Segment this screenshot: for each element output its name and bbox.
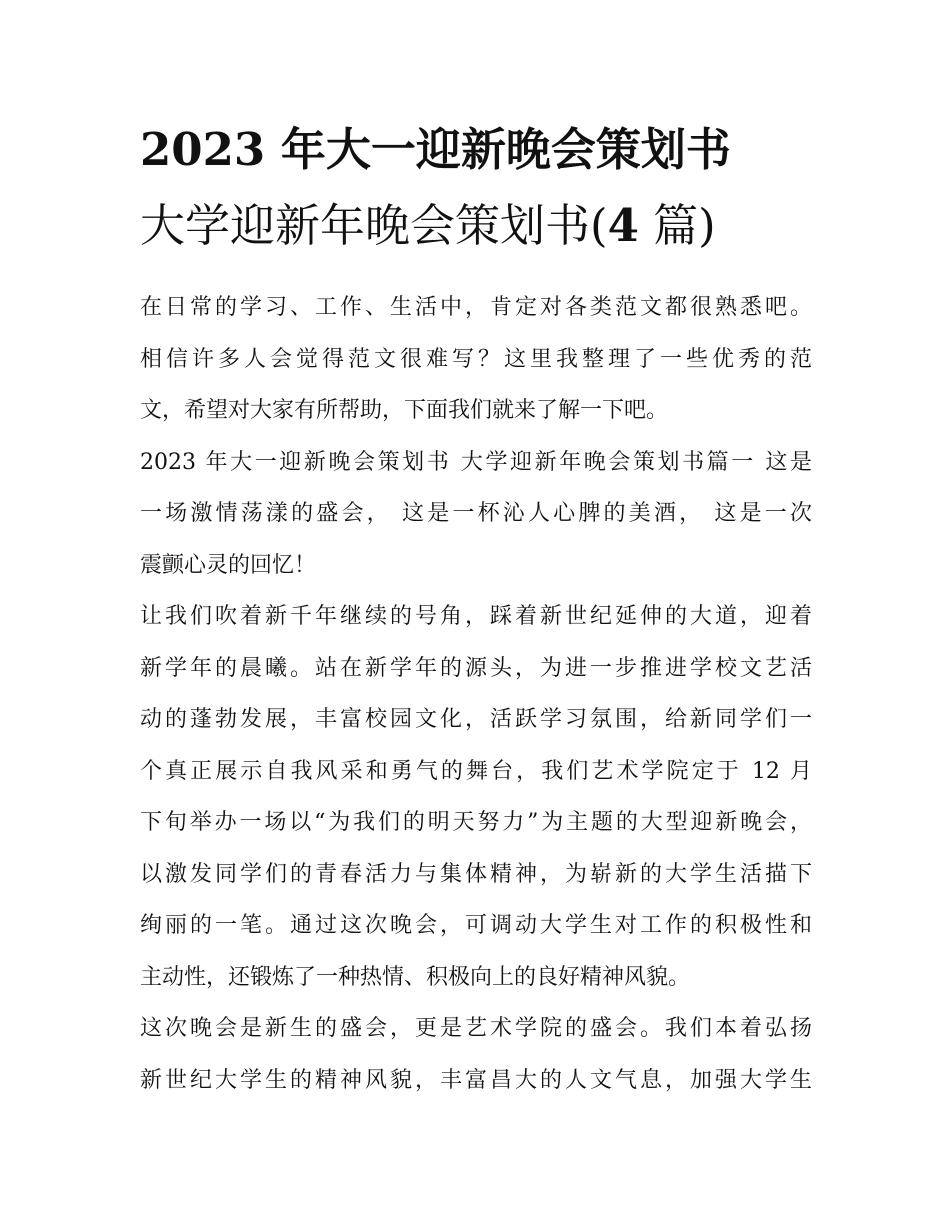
paragraph-section-one (140, 437, 812, 592)
paragraph-purpose (140, 591, 812, 1003)
title-line-2-text: 大学迎新年晚会策划书( (140, 199, 608, 252)
document-page (140, 112, 812, 1106)
paragraph-line: 文，希望对大家有所帮助，下面我们就来了解一下吧。 (140, 398, 669, 423)
paragraph-line: 2023 年大一迎新晚会策划书 大学迎新年晚会策划书篇一 这是 (140, 449, 812, 475)
paragraph-line: 在日常的学习、工作、生活中，肯定对各类范文都很熟悉吧。 (140, 295, 812, 320)
title-line-2 (140, 188, 812, 264)
paragraph-line: 动的蓬勃发展，丰富校园文化，活跃学习氛围，给新同学们一 (140, 707, 812, 732)
paragraph-line: 新世纪大学生的精神风貌，丰富昌大的人文气息，加强大学生 (140, 1067, 812, 1093)
document-body (140, 282, 812, 1106)
paragraph-line: 这次晚会是新生的盛会，更是艺术学院的盛会。我们本着弘扬 (140, 1016, 812, 1041)
title-line-2-number: 4 (607, 199, 639, 252)
paragraph-line: 个真正展示自我风采和勇气的舞台，我们艺术学院定于 12 月 (140, 758, 812, 784)
paragraph-line: 新学年的晨曦。站在新学年的源头，为进一步推进学校文艺活 (140, 655, 812, 681)
paragraph-line: 绚丽的一笔。通过这次晚会，可调动大学生对工作的积极性和 (140, 913, 812, 938)
paragraph-line: 相信许多人会觉得范文很难写？这里我整理了一些优秀的范 (140, 346, 812, 372)
paragraph-line: 让我们吹着新千年继续的号角，踩着新世纪延伸的大道，迎着 (140, 604, 812, 629)
paragraph-line: 主动性，还锻炼了一种热情、积极向上的良好精神风貌。 (140, 964, 691, 990)
title-line-1: 2023 年大一迎新晚会策划书 (140, 123, 731, 176)
paragraph-line: 震颤心灵的回忆！ (140, 552, 317, 578)
title-line-2-end: 篇) (638, 199, 716, 252)
paragraph-line: 一场激情荡漾的盛会， 这是一杯沁人心脾的美酒， 这是一次 (140, 501, 812, 526)
paragraph-theme (140, 1003, 812, 1106)
paragraph-line: 以激发同学们的青春活力与集体精神，为崭新的大学生活描下 (140, 861, 812, 887)
paragraph-line: 下旬举办一场以“为我们的明天努力”为主题的大型迎新晚会， (140, 810, 812, 835)
document-title (140, 112, 812, 264)
paragraph-intro (140, 282, 812, 437)
